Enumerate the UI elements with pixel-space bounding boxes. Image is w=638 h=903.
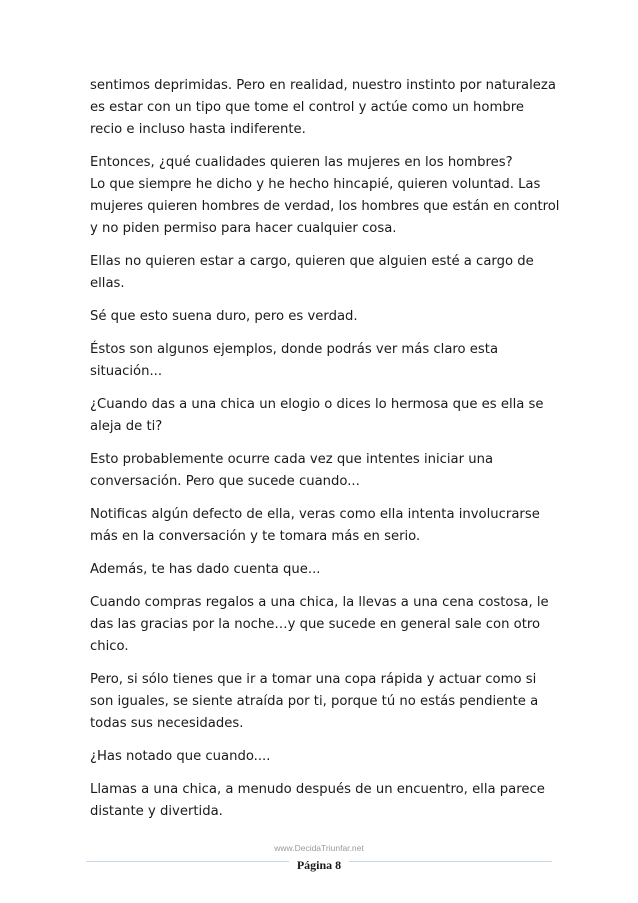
body-paragraph: Esto probablemente ocurre cada vez que intentes iniciar una conversación. Pero que sucede cuando... xyxy=(90,452,494,489)
body-paragraph: ¿Has notado que cuando.... xyxy=(90,749,271,764)
body-paragraph: Notificas algún defecto de ella, veras como ella intenta involucrarse más en la conversación y te tomara más en serio. xyxy=(90,507,540,544)
body-paragraph: ¿Cuando das a una chica un elogio o dices lo hermosa que es ella se aleja de ti? xyxy=(90,397,544,434)
body-paragraph: Ellas no quieren estar a cargo, quieren que alguien esté a cargo de ellas. xyxy=(90,254,534,291)
body-paragraph: Éstos son algunos ejemplos, donde podrás ver más claro esta situación... xyxy=(90,342,499,379)
body-paragraph: Llamas a una chica, a menudo después de un encuentro, ella parece distante y divertida. xyxy=(90,782,545,819)
page-number: Página 8 xyxy=(289,857,349,873)
page-footer xyxy=(86,842,552,873)
body-paragraph: Cuando compras regalos a una chica, la llevas a una cena costosa, le das las gracias por la noche…y que sucede en general sale con otro chico. xyxy=(90,595,549,654)
body-paragraph: sentimos deprimidas. Pero en realidad, nuestro instinto por naturaleza es estar con un tipo que tome el control y actúe como un hombre recio e incluso hasta indiferente. xyxy=(90,78,556,137)
body-paragraph: Además, te has dado cuenta que... xyxy=(90,562,321,577)
page-body xyxy=(90,75,560,834)
footer-url[interactable]: www.DecidaTriunfar.net xyxy=(274,843,364,853)
body-paragraph: Entonces, ¿qué cualidades quieren las mujeres en los hombres? Lo que siempre he dicho y he hecho hincapié, quieren voluntad. Las mujeres quieren hombres de verdad, los hombres que están en control y no piden permiso para hacer cualquier cosa. xyxy=(90,155,560,236)
body-paragraph: Pero, si sólo tienes que ir a tomar una copa rápida y actuar como si son iguales, se siente atraída por ti, porque tú no estás pendiente a todas sus necesidades. xyxy=(90,672,539,731)
body-paragraph: Sé que esto suena duro, pero es verdad. xyxy=(90,309,358,324)
